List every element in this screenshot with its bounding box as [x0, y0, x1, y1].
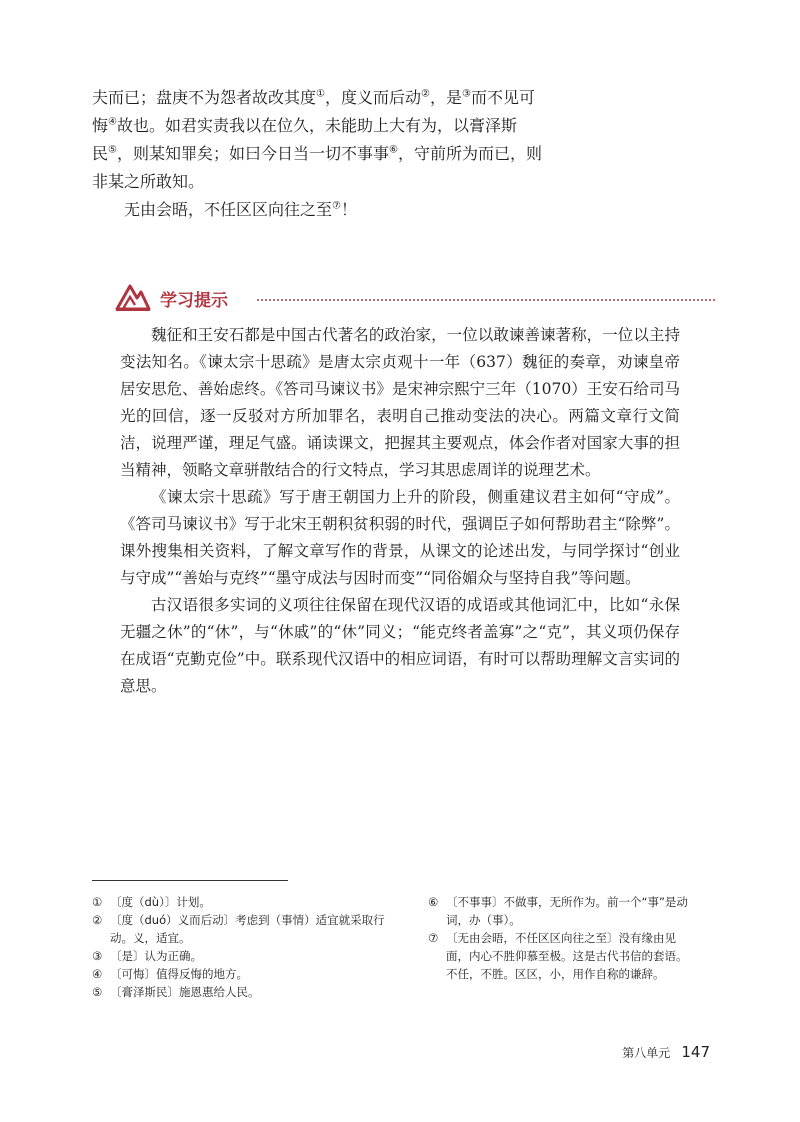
footnote-text: 〔膏泽斯民〕施恩惠给人民。 [110, 985, 260, 999]
main-text [92, 84, 562, 224]
footnote-ref[interactable]: ⑥ [389, 144, 398, 156]
footnote-ref[interactable]: ⑤ [108, 144, 117, 156]
footnote-number: ① [92, 895, 103, 909]
paragraph [92, 196, 562, 224]
page-footer [622, 1042, 710, 1061]
footnote-text: 〔可悔〕值得反悔的地方。 [110, 967, 248, 981]
footnote [428, 893, 698, 929]
footnote-number: ③ [92, 949, 103, 963]
footnote-divider [92, 880, 288, 881]
text-run: ，则某知罪矣；如曰今日当一切不事事 [116, 144, 389, 163]
footnote [92, 947, 392, 965]
text-run: 悔 [92, 116, 109, 135]
tips-paragraph: 古汉语很多实词的义项往往保留在现代汉语的成语或其他词汇中，比如“永保无疆之休”的“休”，与“休戚”的“休”同义；“能克终者盖寡”之“克”，其义项仍保存在成语“克勤克俭”中。联系现代汉语中的相应词语，有时可以帮助理解文言实词的意思。 [120, 596, 680, 695]
footnote-ref[interactable]: ⑦ [332, 200, 341, 212]
footnote-number: ⑤ [92, 985, 103, 999]
footnote-text: 〔度（dù）〕计划。 [110, 895, 211, 909]
footnote-text: 〔无由会晤，不任区区向往之至〕没有缘由见面，内心不胜仰慕至极。这是古代书信的套语。不任，不胜。区区，小，用作自称的谦辞。 [446, 931, 688, 981]
text-run: ！ [340, 200, 357, 219]
footnote-text: 〔不事事〕不做事，无所作为。前一个“事”是动词，办（事）。 [446, 895, 688, 927]
text-run: ，是 [429, 88, 462, 107]
text-run: ，守前所为而已，则 [397, 144, 542, 163]
section-title: 学习提示 [160, 291, 228, 311]
footnotes-left [92, 893, 392, 1001]
footnote [92, 983, 392, 1001]
study-tips-header [115, 283, 715, 311]
footnote-ref[interactable]: ① [316, 88, 325, 100]
footnote-text: 〔度（duó）义而后动〕考虑到（事情）适宜就采取行动。义，适宜。 [110, 913, 385, 945]
footnote-ref[interactable]: ③ [461, 88, 471, 100]
tips-paragraph: 《谏太宗十思疏》写于唐王朝国力上升的阶段，侧重建议君主如何“守成”。《答司马谏议书》写于北宋王朝积贫积弱的时代，强调臣子如何帮助君主“除弊”。课外搜集相关资料，了解文章写作的背景，从课文的论述出发，与同学探讨“创业与守成”“善始与克终”“墨守成法与因时而变”“同俗媚众与坚持自我”等问题。 [120, 488, 680, 587]
footnote-number: ④ [92, 967, 103, 981]
mountain-logo-icon [115, 283, 151, 311]
text-run: 民 [92, 144, 109, 163]
footnote [92, 893, 392, 911]
footnote [92, 911, 392, 947]
footnote-ref[interactable]: ④ [108, 116, 117, 128]
footnote-ref[interactable]: ② [421, 88, 430, 100]
text-run: 而不见可 [470, 88, 535, 107]
page-number: 147 [681, 1043, 710, 1061]
footnote-text: 〔是〕认为正确。 [110, 949, 202, 963]
unit-label: 第八单元 [622, 1046, 671, 1060]
footnote [92, 965, 392, 983]
footnote-number: ⑥ [428, 895, 439, 909]
text-run: 故也。如君实责我以在位久，未能助上大有为，以膏泽斯 [116, 116, 517, 135]
footnotes-right [428, 893, 698, 983]
text-run: 无由会晤，不任区区向往之至 [124, 200, 333, 219]
study-tips-content [120, 322, 680, 700]
tips-paragraph: 魏征和王安石都是中国古代著名的政治家，一位以敢谏善谏著称，一位以主持变法知名。《谏太宗十思疏》是唐太宗贞观十一年（637）魏征的奏章，劝谏皇帝居安思危、善始虑终。《答司马谏议书》是宋神宗熙宁三年（1070）王安石给司马光的回信，逐一反驳对方所加罪名，表明自己推动变法的决心。两篇文章行文简洁，说理严谨，理足气盛。诵读课文，把握其主要观点，体会作者对国家大事的担当精神，领略文章骈散结合的行文特点，学习其思虑周详的说理艺术。 [120, 326, 680, 479]
text-run: 非某之所敢知。 [92, 172, 205, 191]
text-run: ，度义而后动 [324, 88, 421, 107]
paragraph [92, 84, 562, 196]
footnote [428, 929, 698, 983]
footnote-number: ② [92, 913, 103, 927]
footnote-number: ⑦ [428, 931, 439, 945]
dotted-divider [257, 299, 715, 301]
text-run: 夫而已；盘庚不为怨者故改其度 [92, 88, 317, 107]
